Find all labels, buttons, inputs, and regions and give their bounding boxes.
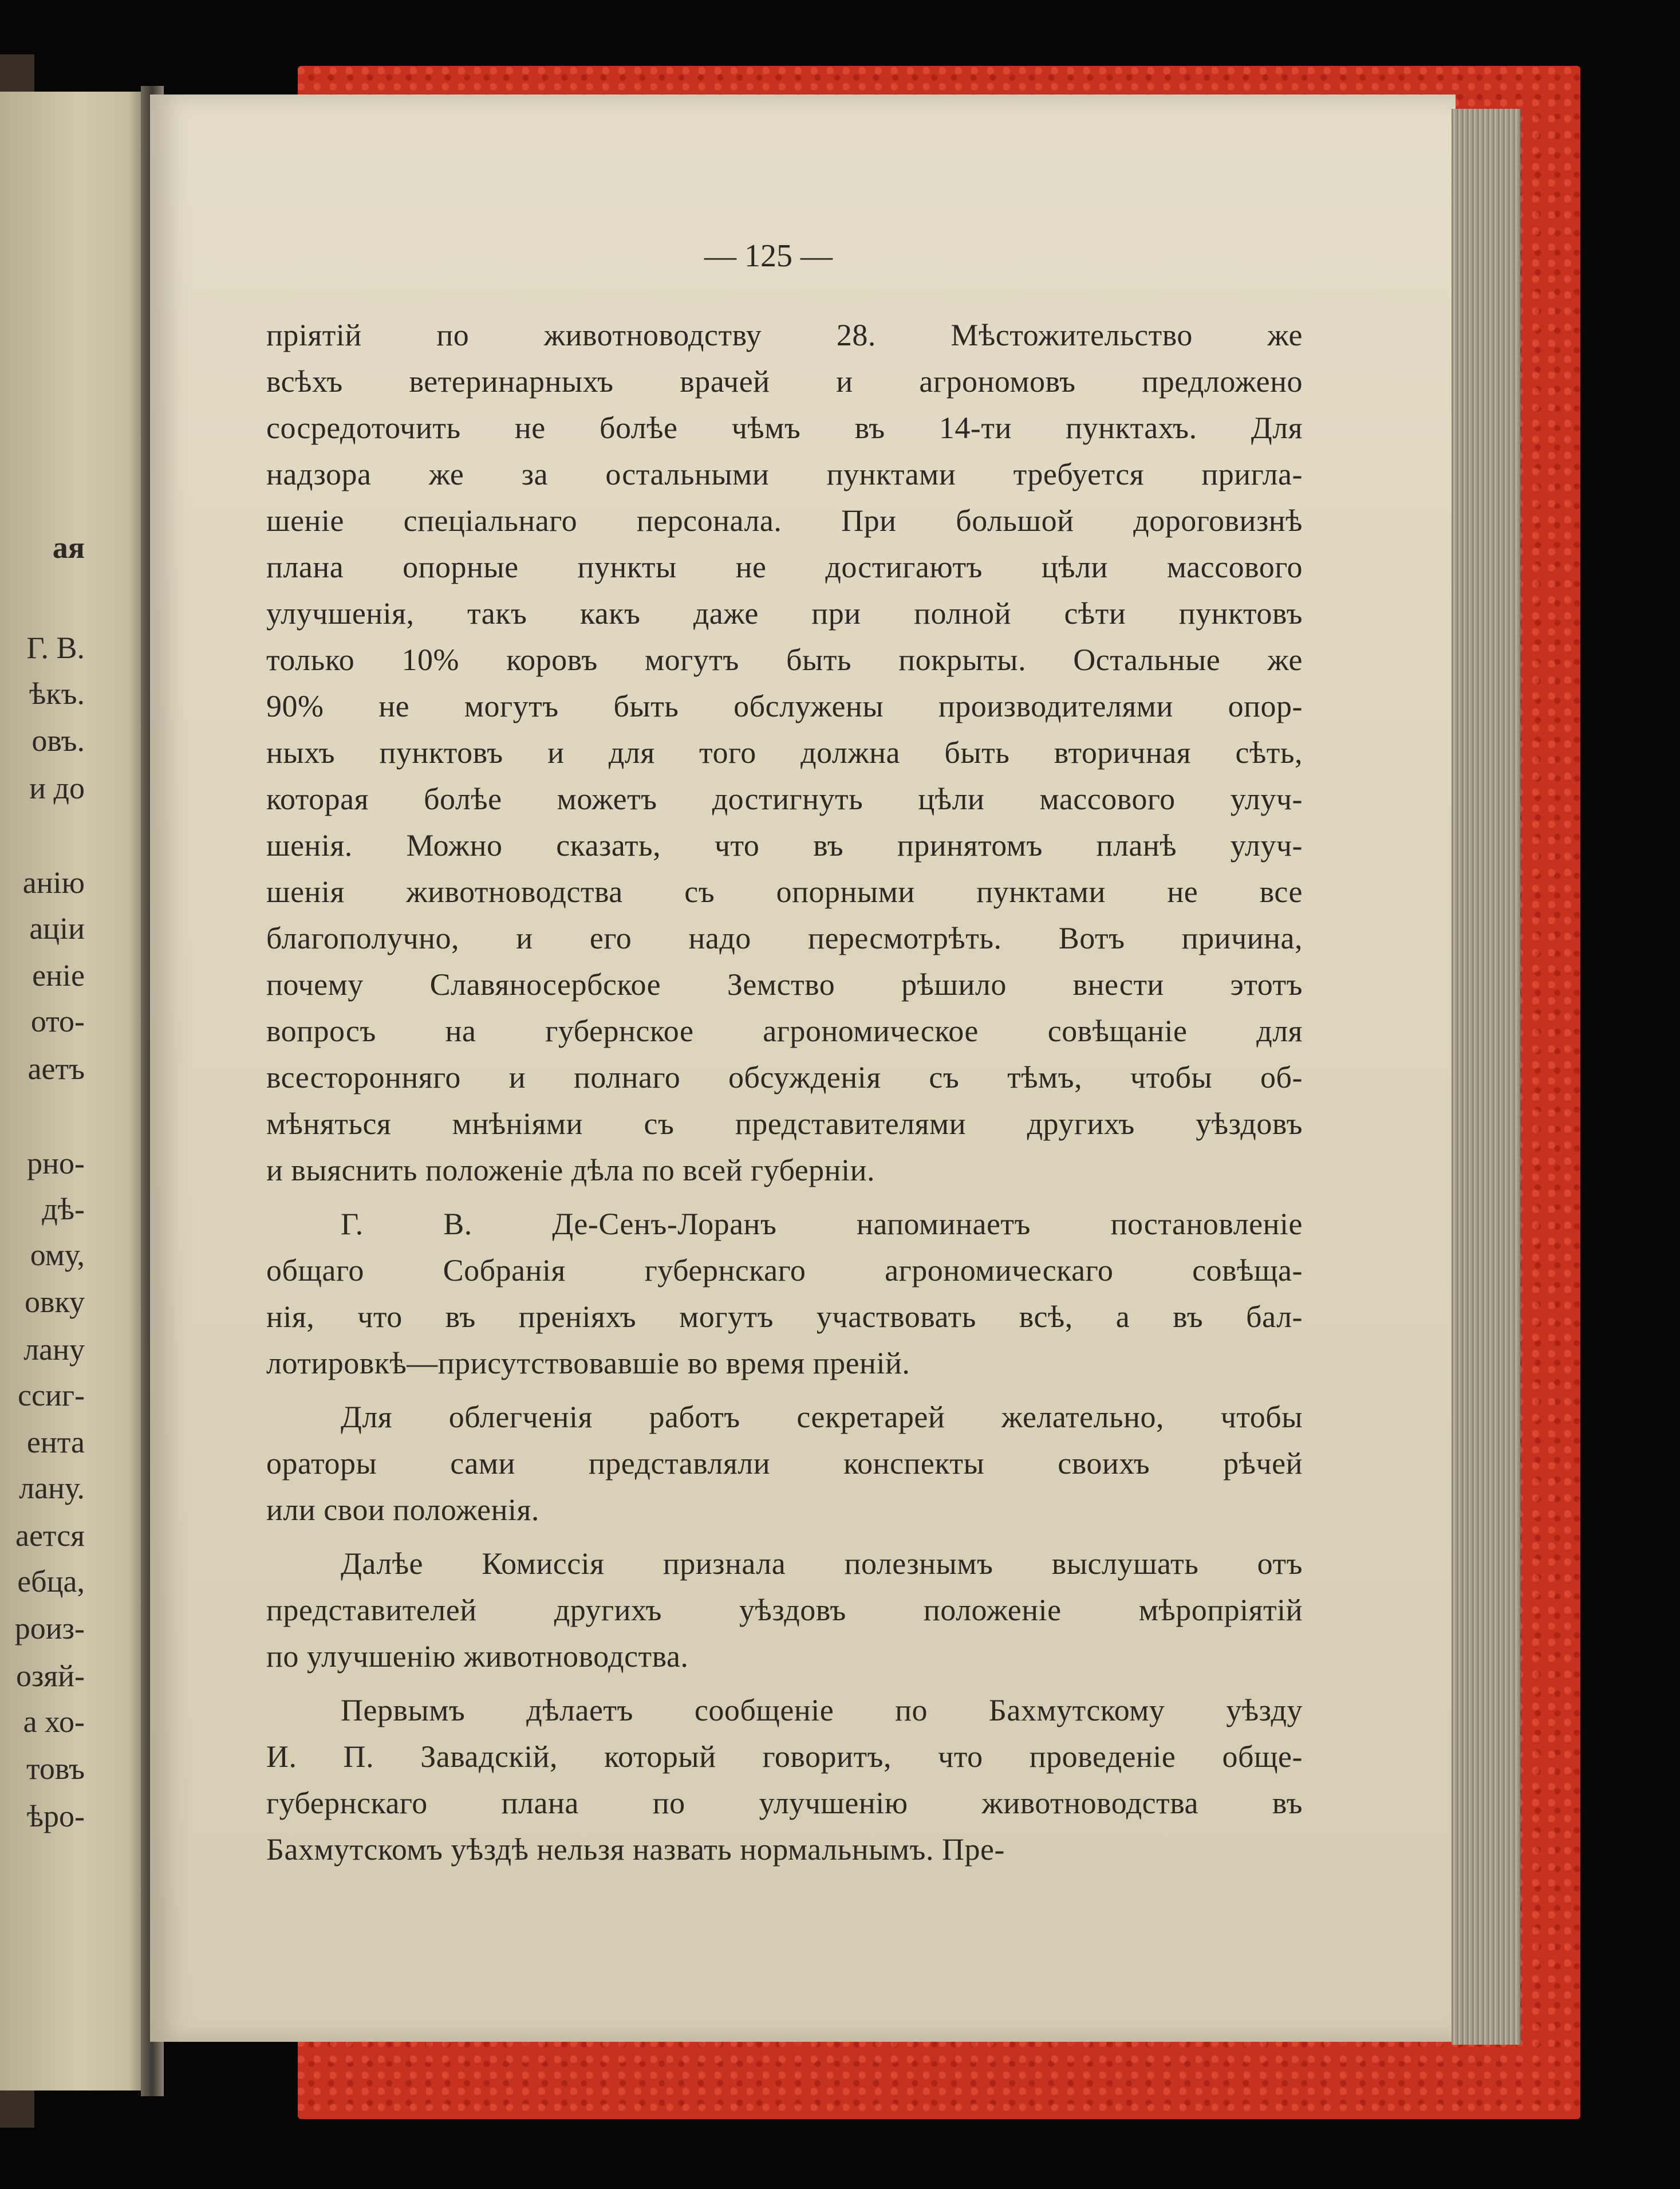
- text-line: Г. В. Де-Сенъ-Лоранъ напоминаетъ постановленіе: [341, 1207, 1303, 1241]
- left-page-fragment: аціи: [29, 911, 85, 946]
- text-line: шеніе спеціальнаго персонала. При большой дороговизнѣ: [266, 503, 1303, 538]
- left-page-fragment: роиз-: [14, 1611, 85, 1645]
- text-line: Первымъ дѣлаетъ сообщеніе по Бахмутскому уѣзду: [341, 1693, 1303, 1727]
- left-page-fragment: овку: [25, 1285, 85, 1319]
- paragraph: [266, 1201, 1303, 1387]
- text-line: всѣхъ ветеринарныхъ врачей и агрономовъ предложено: [266, 364, 1303, 399]
- left-page-fragment: озяй-: [15, 1659, 85, 1693]
- paragraph-gap: [266, 1533, 1303, 1541]
- text-line: И. П. Завадскій, который говоритъ, что проведеніе обще-: [266, 1739, 1303, 1774]
- text-line: 90% не могутъ быть обслужены производителями опор-: [266, 689, 1303, 723]
- paragraph: [266, 312, 1303, 1194]
- text-line: нія, что въ преніяхъ могутъ участвовать всѣ, а въ бал-: [266, 1300, 1303, 1334]
- text-line: Для облегченія работъ секретарей желательно, чтобы: [341, 1400, 1303, 1434]
- text-line: губернскаго плана по улучшенію животноводства въ: [266, 1786, 1303, 1820]
- left-page-fragment: лану.: [19, 1471, 85, 1505]
- text-line: Бахмутскомъ уѣздѣ нельзя назвать нормальнымъ. Пре-: [266, 1832, 1005, 1867]
- left-page-fragment: рно-: [27, 1146, 85, 1180]
- left-facing-page: [0, 92, 146, 2090]
- text-line: сосредоточить не болѣе чѣмъ въ 14-ти пунктахъ. Для: [266, 411, 1303, 445]
- left-page-fragment: ая: [52, 530, 85, 565]
- paragraph-gap: [266, 1387, 1303, 1394]
- left-page-fragment: и до: [29, 771, 85, 805]
- text-line: мѣняться мнѣніями съ представителями другихъ уѣздовъ: [266, 1107, 1303, 1141]
- text-line: плана опорные пункты не достигаютъ цѣли массового: [266, 550, 1303, 584]
- left-page-fragment: ается: [15, 1518, 85, 1553]
- text-line: лотировкѣ—присутствовавшіе во время преній.: [266, 1346, 910, 1380]
- text-line: благополучно, и его надо пересмотрѣть. Вотъ причина,: [266, 921, 1303, 955]
- paragraph: [266, 1687, 1303, 1873]
- paragraph-gap: [266, 1680, 1303, 1687]
- text-line: только 10% коровъ могутъ быть покрыты. Остальные же: [266, 643, 1303, 677]
- paragraph-gap: [266, 1194, 1303, 1201]
- paragraph: [266, 1541, 1303, 1680]
- text-line: и выяснить положеніе дѣла по всей губерніи.: [266, 1153, 875, 1187]
- left-page-fragment: Г. В.: [26, 631, 85, 665]
- text-line: вопросъ на губернское агрономическое совѣщаніе для: [266, 1014, 1303, 1048]
- left-page-fragment: ѣро-: [26, 1799, 85, 1833]
- text-line: ныхъ пунктовъ и для того должна быть вторичная сѣть,: [266, 735, 1303, 770]
- paragraph: [266, 1394, 1303, 1533]
- left-page-fragment: еніе: [32, 958, 85, 993]
- text-line: по улучшенію животноводства.: [266, 1639, 689, 1674]
- left-page-fragment: ѣкъ.: [29, 676, 85, 711]
- text-line: Далѣе Комиссія признала полезнымъ выслушать отъ: [341, 1546, 1303, 1581]
- page-number: — 125 —: [704, 238, 833, 274]
- text-line: шенія животноводства съ опорными пунктами не все: [266, 875, 1303, 909]
- left-page-fragment: а хо-: [23, 1704, 85, 1739]
- left-page-fragment: лану: [23, 1332, 85, 1367]
- left-page-fragment: аетъ: [27, 1052, 85, 1086]
- page-body-text: [266, 312, 1303, 1873]
- left-page-fragment: ебца,: [17, 1564, 85, 1599]
- text-line: или свои положенія.: [266, 1493, 539, 1527]
- text-line: ораторы сами представляли конспекты своихъ рѣчей: [266, 1446, 1303, 1481]
- text-line: пріятій по животноводству 28. Мѣстожительство же: [266, 318, 1303, 352]
- left-page-fragment: ссиг-: [18, 1378, 85, 1412]
- left-page-fragment: овъ.: [31, 723, 85, 758]
- text-line: улучшенія, такъ какъ даже при полной сѣти пунктовъ: [266, 596, 1303, 631]
- text-line: представителей другихъ уѣздовъ положеніе мѣропріятій: [266, 1593, 1303, 1627]
- text-line: надзора же за остальными пунктами требуется пригла-: [266, 457, 1303, 491]
- page-block-edges: [1452, 109, 1520, 2045]
- text-line: почему Славяносербское Земство рѣшило внести этотъ: [266, 967, 1303, 1002]
- text-line: которая болѣе можетъ достигнуть цѣли массового улуч-: [266, 782, 1303, 816]
- left-page-fragment: анію: [22, 865, 85, 900]
- left-page-fragment: ому,: [30, 1238, 85, 1272]
- text-line: всесторонняго и полнаго обсужденія съ тѣмъ, чтобы об-: [266, 1060, 1303, 1094]
- text-line: шенія. Можно сказать, что въ принятомъ планѣ улуч-: [266, 828, 1303, 863]
- text-line: общаго Собранія губернскаго агрономическаго совѣща-: [266, 1253, 1303, 1288]
- left-page-fragment: ента: [26, 1425, 85, 1459]
- left-page-fragment: ото-: [30, 1004, 85, 1038]
- left-page-fragment: товъ: [26, 1751, 85, 1786]
- left-page-fragment: дѣ-: [42, 1192, 85, 1226]
